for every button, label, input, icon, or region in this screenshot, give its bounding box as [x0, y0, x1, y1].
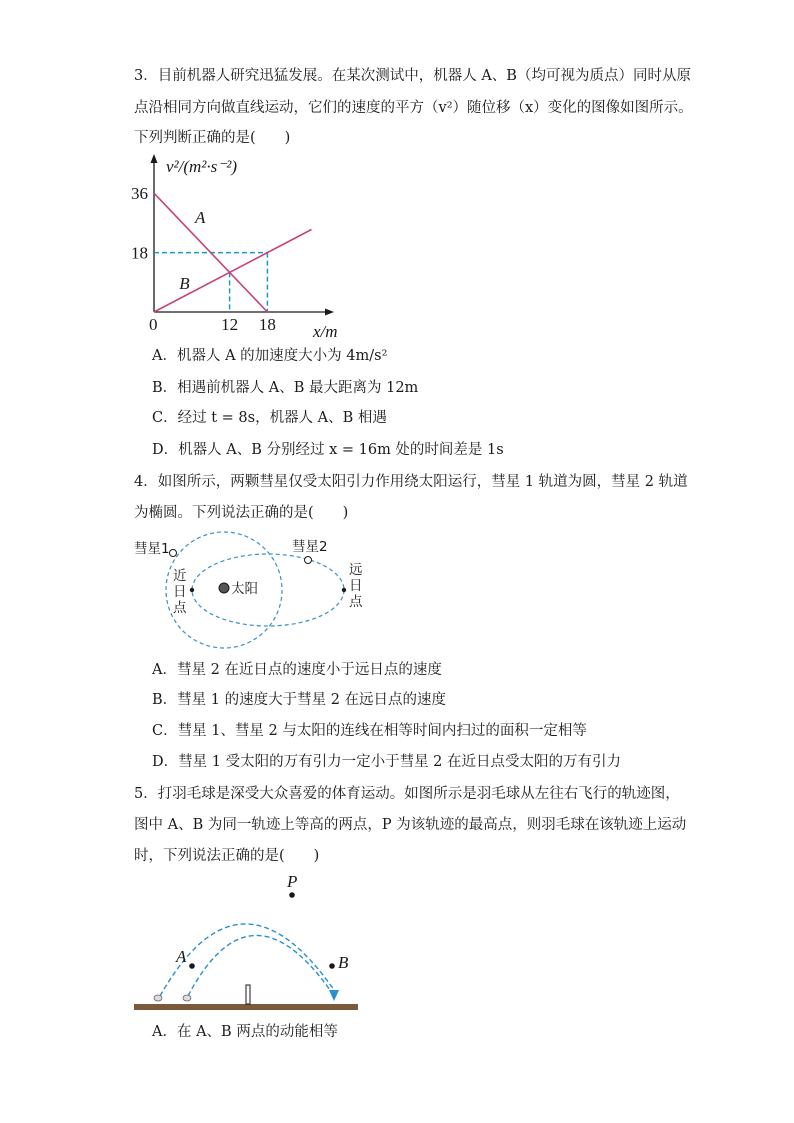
origin-label: 0: [149, 315, 158, 334]
q3-option-b[interactable]: B．相遇前机器人 A、B 最大距离为 12m: [152, 380, 419, 396]
comet2-label: 彗星2: [292, 539, 328, 555]
perihelion-char3: 点: [173, 600, 187, 616]
point-b: [329, 963, 335, 969]
trajectory-inner: [188, 935, 330, 996]
aphelion-point: [342, 588, 346, 592]
q3-option-a[interactable]: A．机器人 A 的加速度大小为 4m/s²: [152, 348, 388, 364]
sun-label: 太阳: [231, 581, 258, 597]
q3-stem-line2: 点沿相同方向做直线运动，它们的速度的平方（v²）随位移（x）变化的图像如图所示。: [134, 100, 693, 116]
y-tick-36: 36: [131, 184, 148, 204]
series-line-B: [154, 230, 312, 313]
label-p: P: [287, 872, 298, 891]
comet1-marker: [170, 550, 177, 557]
net-post: [246, 985, 250, 1004]
arrow-head: [329, 990, 339, 1001]
shuttlecock-icon-left: [154, 995, 162, 1001]
comet2-orbit: [192, 554, 344, 626]
y-tick-18: 18: [131, 243, 148, 263]
ground: [134, 1004, 358, 1010]
q3-stem-line3: 下列判断正确的是( ): [134, 130, 291, 146]
q4-stem-line1: 4．如图所示，两颗彗星仅受太阳引力作用绕太阳运行，彗星 1 轨道为圆，彗星 2 轨道: [134, 474, 688, 490]
perihelion-char2: 日: [173, 584, 187, 600]
series-label-B: B: [179, 273, 190, 293]
q4-option-a[interactable]: A．彗星 2 在近日点的速度小于远日点的速度: [152, 662, 442, 678]
x-axis-label: x/m: [313, 322, 338, 341]
label-a: A: [176, 947, 187, 966]
q4-option-c[interactable]: C．彗星 1、彗星 2 与太阳的连线在相等时间内扫过的面积一定相等: [152, 723, 587, 739]
series-label-A: A: [194, 207, 206, 227]
q4-stem-line2: 为椭圆。下列说法正确的是( ): [134, 505, 349, 521]
y-axis-arrow: [151, 154, 158, 163]
q4-option-d[interactable]: D．彗星 1 受太阳的万有引力一定小于彗星 2 在近日点受太阳的万有引力: [152, 754, 622, 770]
q4-option-b[interactable]: B．彗星 1 的速度大于彗星 2 在远日点的速度: [152, 692, 447, 708]
q5-option-a[interactable]: A．在 A、B 两点的动能相等: [152, 1024, 338, 1040]
x-axis-arrow: [325, 309, 334, 316]
q3-stem-line1: 3．目前机器人研究迅猛发展。在某次测试中，机器人 A、B（均可视为质点）同时从原: [134, 68, 691, 84]
q5-stem-line2: 图中 A、B 为同一轨迹上等高的两点，P 为该轨迹的最高点，则羽毛球在该轨迹上运动: [134, 817, 687, 833]
perihelion-char1: 近: [173, 568, 187, 584]
q3-option-d[interactable]: D．机器人 A、B 分别经过 x = 16m 处的时间差是 1s: [152, 442, 504, 458]
comet2-marker: [305, 557, 312, 564]
q5-stem-line3: 时，下列说法正确的是( ): [134, 848, 320, 864]
shuttlecock-icon-right: [183, 995, 191, 1001]
point-a: [189, 963, 195, 969]
q5-stem-line1: 5．打羽毛球是深受大众喜爱的体育运动。如图所示是羽毛球从左往右飞行的轨迹图，: [134, 786, 680, 802]
q4-figure: [130, 532, 390, 657]
comet1-label: 彗星1: [134, 541, 170, 557]
perihelion-point: [190, 588, 194, 592]
aphelion-char3: 点: [349, 594, 363, 610]
y-axis-label: v²/(m²·s⁻²): [166, 157, 237, 176]
q5-figure: [130, 870, 370, 1015]
point-p: [289, 892, 295, 898]
aphelion-char1: 远: [349, 562, 363, 578]
x-tick-18: 18: [258, 315, 276, 334]
sun-icon: [219, 583, 229, 593]
q3-graph: [128, 152, 368, 342]
axes: [151, 154, 335, 316]
aphelion-char2: 日: [349, 578, 363, 594]
q3-option-c[interactable]: C．经过 t = 8s，机器人 A、B 相遇: [152, 410, 387, 426]
x-tick-12: 12: [221, 315, 239, 334]
label-b: B: [338, 953, 349, 972]
